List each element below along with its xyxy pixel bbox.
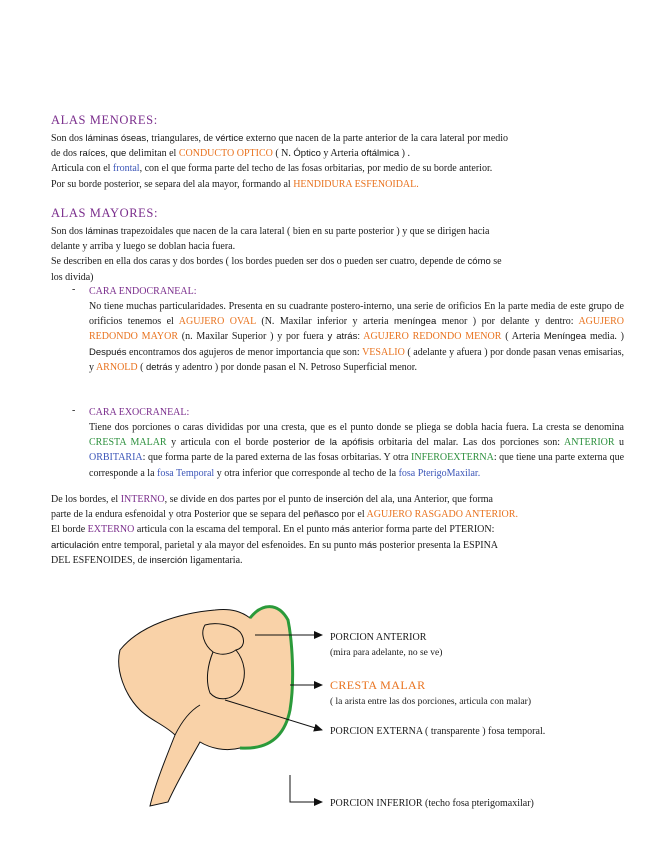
text-line: Las dos porciones son: ANTERIOR u ORBITARIA: que forma parte de la pared externa de las fosas <box>89 437 625 464</box>
list-dash: - <box>72 284 76 295</box>
text-line: Articula con el frontal, con el que forma parte del techo de las fosas orbitarias, por medio de su borde anterior. <box>51 163 493 175</box>
text-line: Se describen en ella dos caras y dos bordes ( los bordes pueden ser dos o pueden ser cuatro, depende de cómo se <box>51 256 502 268</box>
label-cresta-malar-note: ( la arista entre las dos porciones, articula con malar) <box>330 697 531 707</box>
text-line: y atrás: AGUJERO REDONDO MENOR ( Arteria Meníngea media. ) <box>327 331 625 343</box>
text-line: La cresta se denomina CRESTA MALAR y articula con el borde posterior de la apófisis orbitaria del malar. <box>89 422 624 449</box>
text-line: parte de la endura esfenoidal y otra Posterior que se separa del peñasco por el AGUJERO RASGADO ANTERIOR. <box>51 509 518 521</box>
subheading-cara-exocraneal: CARA EXOCRANEAL: <box>89 407 190 418</box>
text-line: No tiene muchas particularidades. Presenta en su cuadrante postero-interno, una serie de orificios En la <box>89 301 506 312</box>
text-line: Son dos láminas trapezoidales que nacen de la cara lateral ( bien en su parte posterior ) y que se dirigen hacia <box>51 226 490 237</box>
label-porcion-anterior-note: (mira para adelante, no se ve) <box>330 648 443 658</box>
text-line: meníngea menor ) por delante y dentro: AGUJERO REDONDO MAYOR (n. Maxilar Superior ) y por fuera <box>89 316 625 343</box>
subheading-cara-endocraneal: CARA ENDOCRANEAL: <box>89 286 197 297</box>
text-line: otra inferior que corresponde al techo de la fosa PterigoMaxilar. <box>224 467 481 479</box>
label-cresta-malar: CRESTA MALAR <box>330 678 426 692</box>
arrow-porcion-inferior <box>290 775 322 802</box>
text-line: De los bordes, el INTERNO, se divide en dos partes por el punto de inserción del ala, una Anterior, que forma <box>51 494 493 505</box>
label-porcion-anterior: PORCION ANTERIOR <box>330 632 427 643</box>
text-line: Tiene dos porciones o caras divididas por una cresta, que es el punto donde se pliega se dobla hacia fuera. <box>89 422 529 433</box>
text-line: los divida) <box>51 271 94 283</box>
label-porcion-externa: PORCION EXTERNA ( transparente ) fosa temporal. <box>330 726 546 737</box>
heading-alas-mayores: ALAS MAYORES: <box>51 206 159 220</box>
text-line: donde pasan venas emisarias, y ARNOLD ( detrás y adentro ) por donde pasan el N. Petroso Superficial <box>89 346 624 373</box>
text-line: delante y arriba y luego se doblan hacia fuera. <box>51 241 236 253</box>
text-line: de dos raíces, que delimitan el CONDUCTO OPTICO ( N. Óptico y Arteria oftálmica ) . <box>51 148 410 160</box>
text-line: Por su borde posterior, se separa del ala mayor, formando al HENDIDURA ESFENOIDAL. <box>51 178 419 190</box>
text-line: El borde EXTERNO articula con la escama del temporal. En el punto más anterior forma parte del PTERION: <box>51 524 495 536</box>
text-line: articulación entre temporal, parietal y ala mayor del esfenoides. En su punto más posterior presenta la ESPINA <box>51 539 499 551</box>
text-line: orbitarias. Y otra INFEROEXTERNA: que tiene una parte externa que corresponde a la fosa Temporal y <box>89 452 625 479</box>
text-line: Son dos láminas óseas, triangulares, de vértice externo que nacen de la parte anterior de la cara lateral por medio <box>51 133 509 144</box>
text-line: menor. <box>389 361 418 373</box>
label-porcion-inferior: PORCION INFERIOR (techo fosa pterigomaxilar) <box>330 798 534 809</box>
text-line: DEL ESFENOIDES, de inserción ligamentaria. <box>51 554 243 566</box>
heading-alas-menores: ALAS MENORES: <box>51 113 158 127</box>
text-line: Después encontramos dos agujeros de menor importancia que son: VESALIO ( adelante y afuera ) por <box>89 346 504 358</box>
list-dash: - <box>72 405 76 416</box>
text-line: parte media de este grupo de orificios tenemos el AGUJERO OVAL (N. Maxilar inferior y arteria <box>89 301 624 328</box>
